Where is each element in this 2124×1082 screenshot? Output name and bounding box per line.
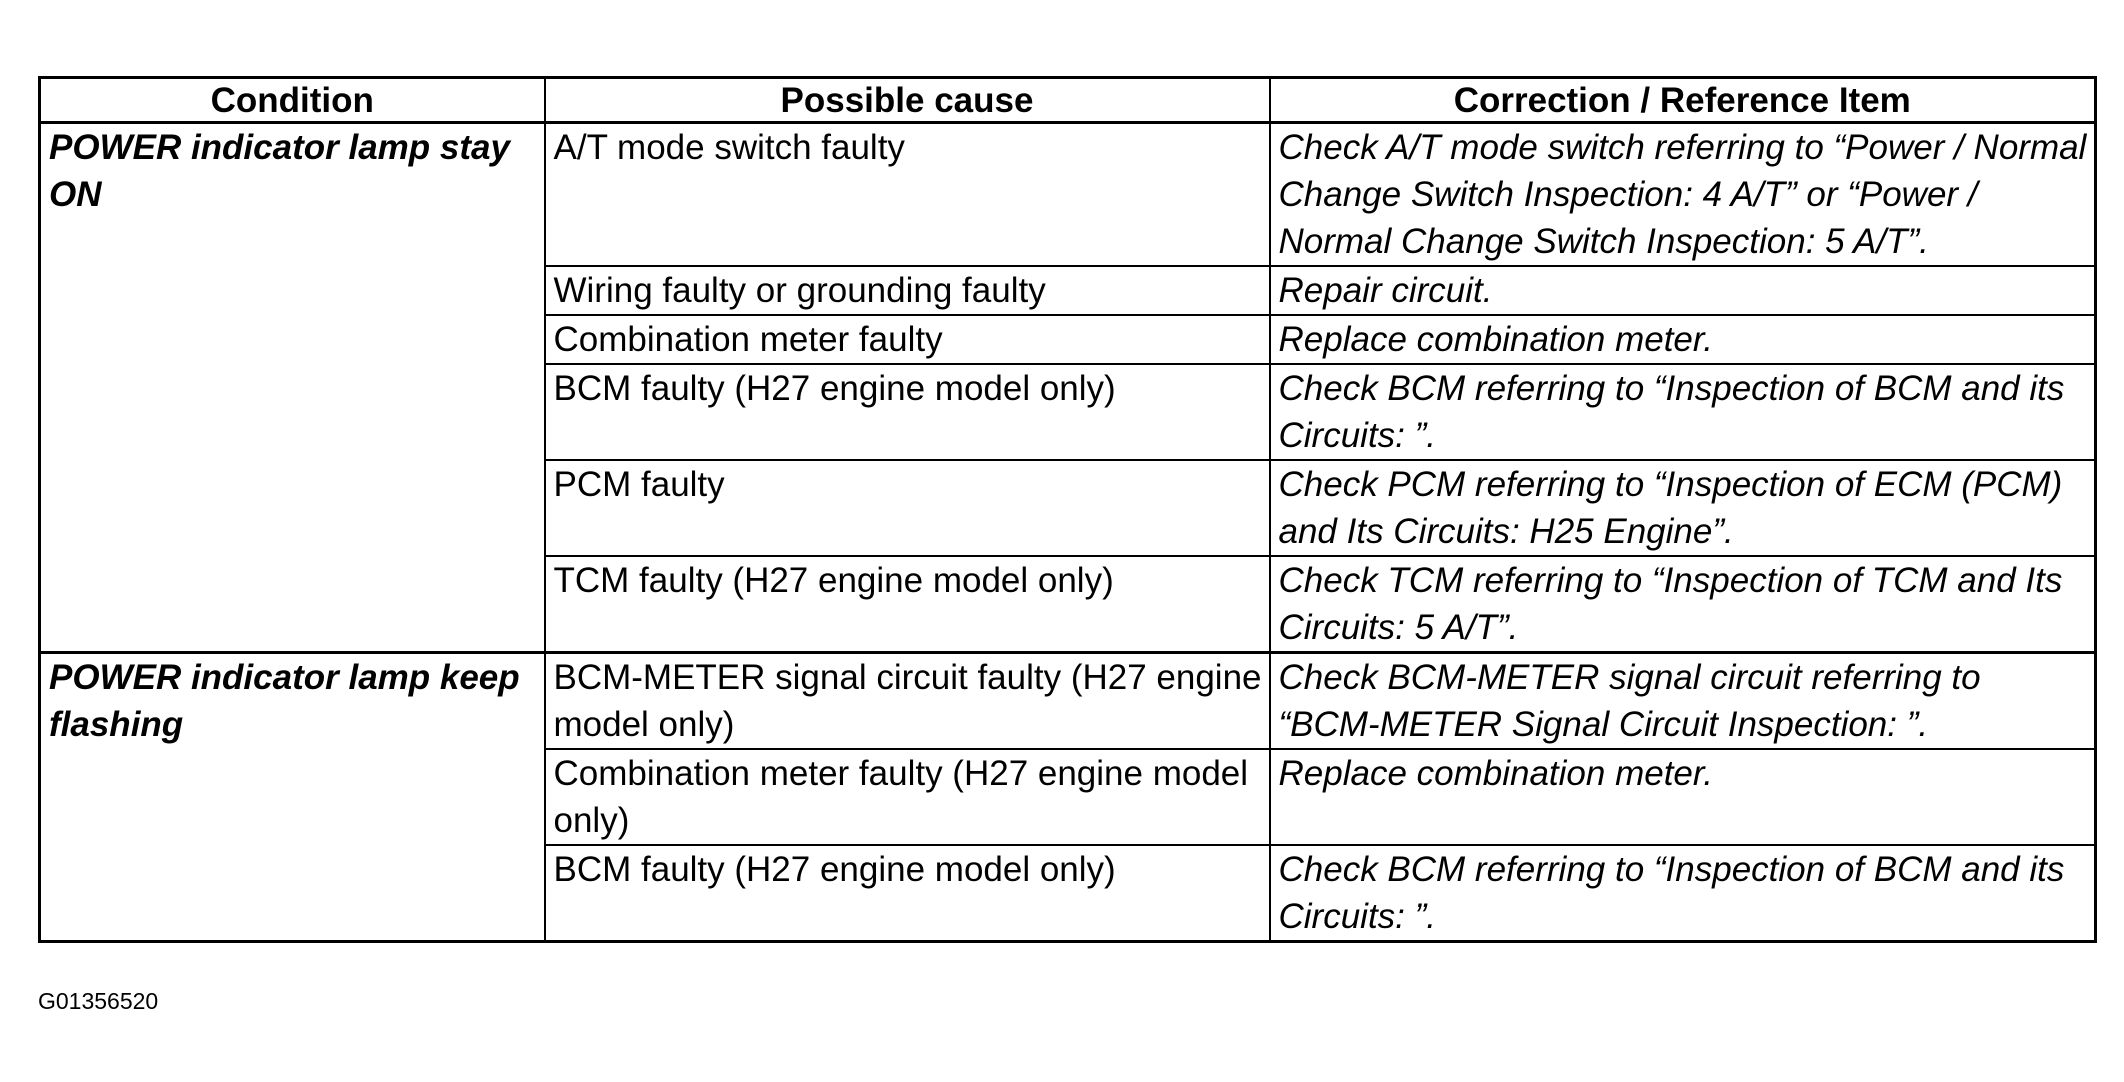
header-correction: Correction / Reference Item — [1270, 78, 2096, 123]
condition-cell: POWER indicator lamp stay ON — [40, 123, 545, 653]
table-row — [40, 653, 2096, 750]
correction-cell: Repair circuit. — [1270, 266, 2096, 315]
correction-cell: Check PCM referring to “Inspection of ECM (PCM) and Its Circuits: H25 Engine”. — [1270, 460, 2096, 556]
cause-cell: BCM faulty (H27 engine model only) — [545, 364, 1270, 460]
correction-cell: Check BCM referring to “Inspection of BCM and its Circuits: ”. — [1270, 845, 2096, 942]
cause-cell: PCM faulty — [545, 460, 1270, 556]
cause-cell: Combination meter faulty — [545, 315, 1270, 364]
cause-cell: BCM-METER signal circuit faulty (H27 engine model only) — [545, 653, 1270, 750]
correction-cell: Check BCM-METER signal circuit referring to “BCM-METER Signal Circuit Inspection: ”. — [1270, 653, 2096, 750]
correction-cell: Check TCM referring to “Inspection of TCM and Its Circuits: 5 A/T”. — [1270, 556, 2096, 653]
cause-cell: Combination meter faulty (H27 engine model only) — [545, 749, 1270, 845]
figure-code: G01356520 — [38, 988, 159, 1014]
troubleshooting-table — [38, 76, 2097, 943]
correction-cell: Check BCM referring to “Inspection of BCM and its Circuits: ”. — [1270, 364, 2096, 460]
troubleshooting-table-container — [38, 76, 2094, 943]
cause-cell: TCM faulty (H27 engine model only) — [545, 556, 1270, 653]
header-possible-cause: Possible cause — [545, 78, 1270, 123]
correction-cell: Replace combination meter. — [1270, 315, 2096, 364]
header-row — [40, 78, 2096, 123]
cause-cell: Wiring faulty or grounding faulty — [545, 266, 1270, 315]
cause-cell: BCM faulty (H27 engine model only) — [545, 845, 1270, 942]
correction-cell: Check A/T mode switch referring to “Power / Normal Change Switch Inspection: 4 A/T” or “Power / Normal Change Switch Inspection: 5 A/T”. — [1270, 123, 2096, 267]
cause-cell: A/T mode switch faulty — [545, 123, 1270, 267]
correction-cell: Replace combination meter. — [1270, 749, 2096, 845]
table-row — [40, 123, 2096, 267]
condition-cell: POWER indicator lamp keep flashing — [40, 653, 545, 942]
header-condition: Condition — [40, 78, 545, 123]
